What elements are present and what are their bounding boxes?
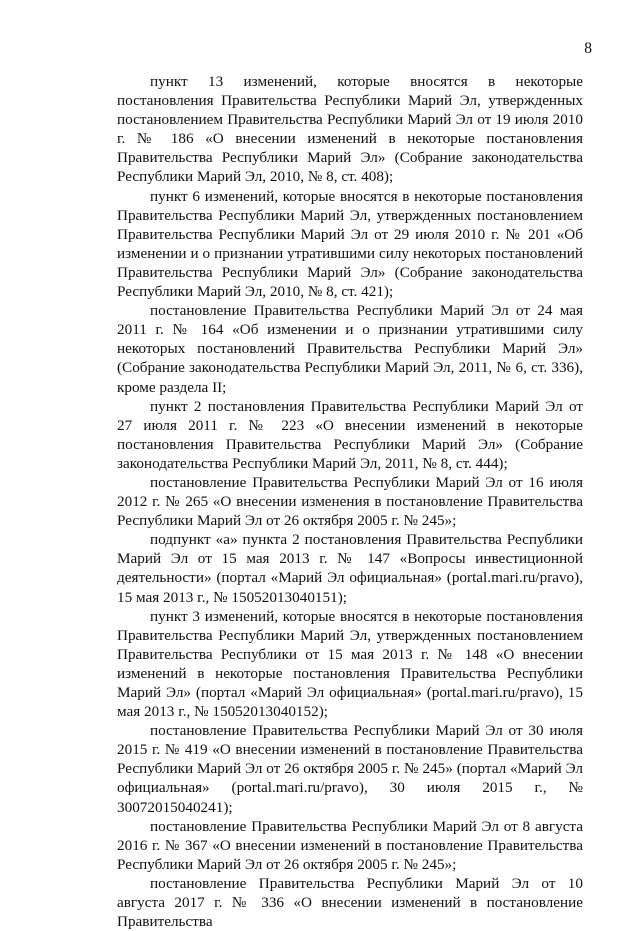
paragraph: пункт 2 постановления Правительства Республики Марий Эл от 27 июля 2011 г. № 223 «О внесении изменений в некоторые постановления Правительства Республики Марий Эл» (Собрание законодательства Республики Марий Эл, 2011, № 8, ст. 444);	[117, 397, 583, 472]
paragraph: пункт 6 изменений, которые вносятся в некоторые постановления Правительства Республики Марий Эл, утвержденных постановлением Правительства Республики Марий Эл от 29 июля 2010 г. № 201 «Об изменении и о признании утратившими силу некоторых постановлений Правительства Республики Марий Эл» (Собрание законодательства Республики Марий Эл, 2010, № 8, ст. 421);	[117, 187, 583, 301]
paragraph: пункт 13 изменений, которые вносятся в некоторые постановления Правительства Республики Марий Эл, утвержденных постановлением Правительства Республики Марий Эл от 19 июля 2010 г. № 186 «О внесении изменений в некоторые постановления Правительства Республики Марий Эл» (Собрание законодательства Республики Марий Эл, 2010, № 8, ст. 408);	[117, 73, 583, 186]
paragraph: постановление Правительства Республики Марий Эл от 24 мая 2011 г. № 164 «Об изменении и о признании утратившими силу некоторых постановлений Правительства Республики Марий Эл» (Собрание законодательства Республики Марий Эл, 2011, № 6, ст. 336), кроме раздела II;	[117, 302, 583, 396]
paragraph: постановление Правительства Республики Марий Эл от 8 августа 2016 г. № 367 «О внесении изменений в постановление Правительства Республики Марий Эл от 26 октября 2005 г. № 245»;	[117, 817, 583, 873]
paragraph: постановление Правительства Республики Марий Эл от 16 июля 2012 г. № 265 «О внесении изменения в постановление Правительства Республики Марий Эл от 26 октября 2005 г. № 245»;	[117, 473, 583, 530]
paragraph: подпункт «а» пункта 2 постановления Правительства Республики Марий Эл от 15 мая 2013 г. № 147 «Вопросы инвестиционной деятельности» (портал «Марий Эл официальная» (portal.mari.ru/pravo), 15 мая 2013 г., № 15052013040151);	[117, 531, 583, 606]
paragraph: постановление Правительства Республики Марий Эл от 10 августа 2017 г. № 336 «О внесении изменений в постановление Правительства	[117, 874, 583, 931]
paragraph: постановление Правительства Республики Марий Эл от 30 июля 2015 г. № 419 «О внесении изменений в постановление Правительства Республики Марий Эл от 26 октября 2005 г. № 245» (портал «Марий Эл официальная» (portal.mari.ru/pravo), 30 июля 2015 г., № 30072015040241);	[117, 722, 583, 816]
page-number: 8	[584, 40, 592, 57]
paragraph: пункт 3 изменений, которые вносятся в некоторые постановления Правительства Республики Марий Эл, утвержденных постановлением Правительства Республики от 15 мая 2013 г. № 148 «О внесении изменений в некоторые постановления Правительства Республики Марий Эл» (портал «Марий Эл официальная» (portal.mari.ru/pravo), 15 мая 2013 г., № 15052013040152);	[117, 607, 583, 721]
document-body	[117, 72, 583, 931]
